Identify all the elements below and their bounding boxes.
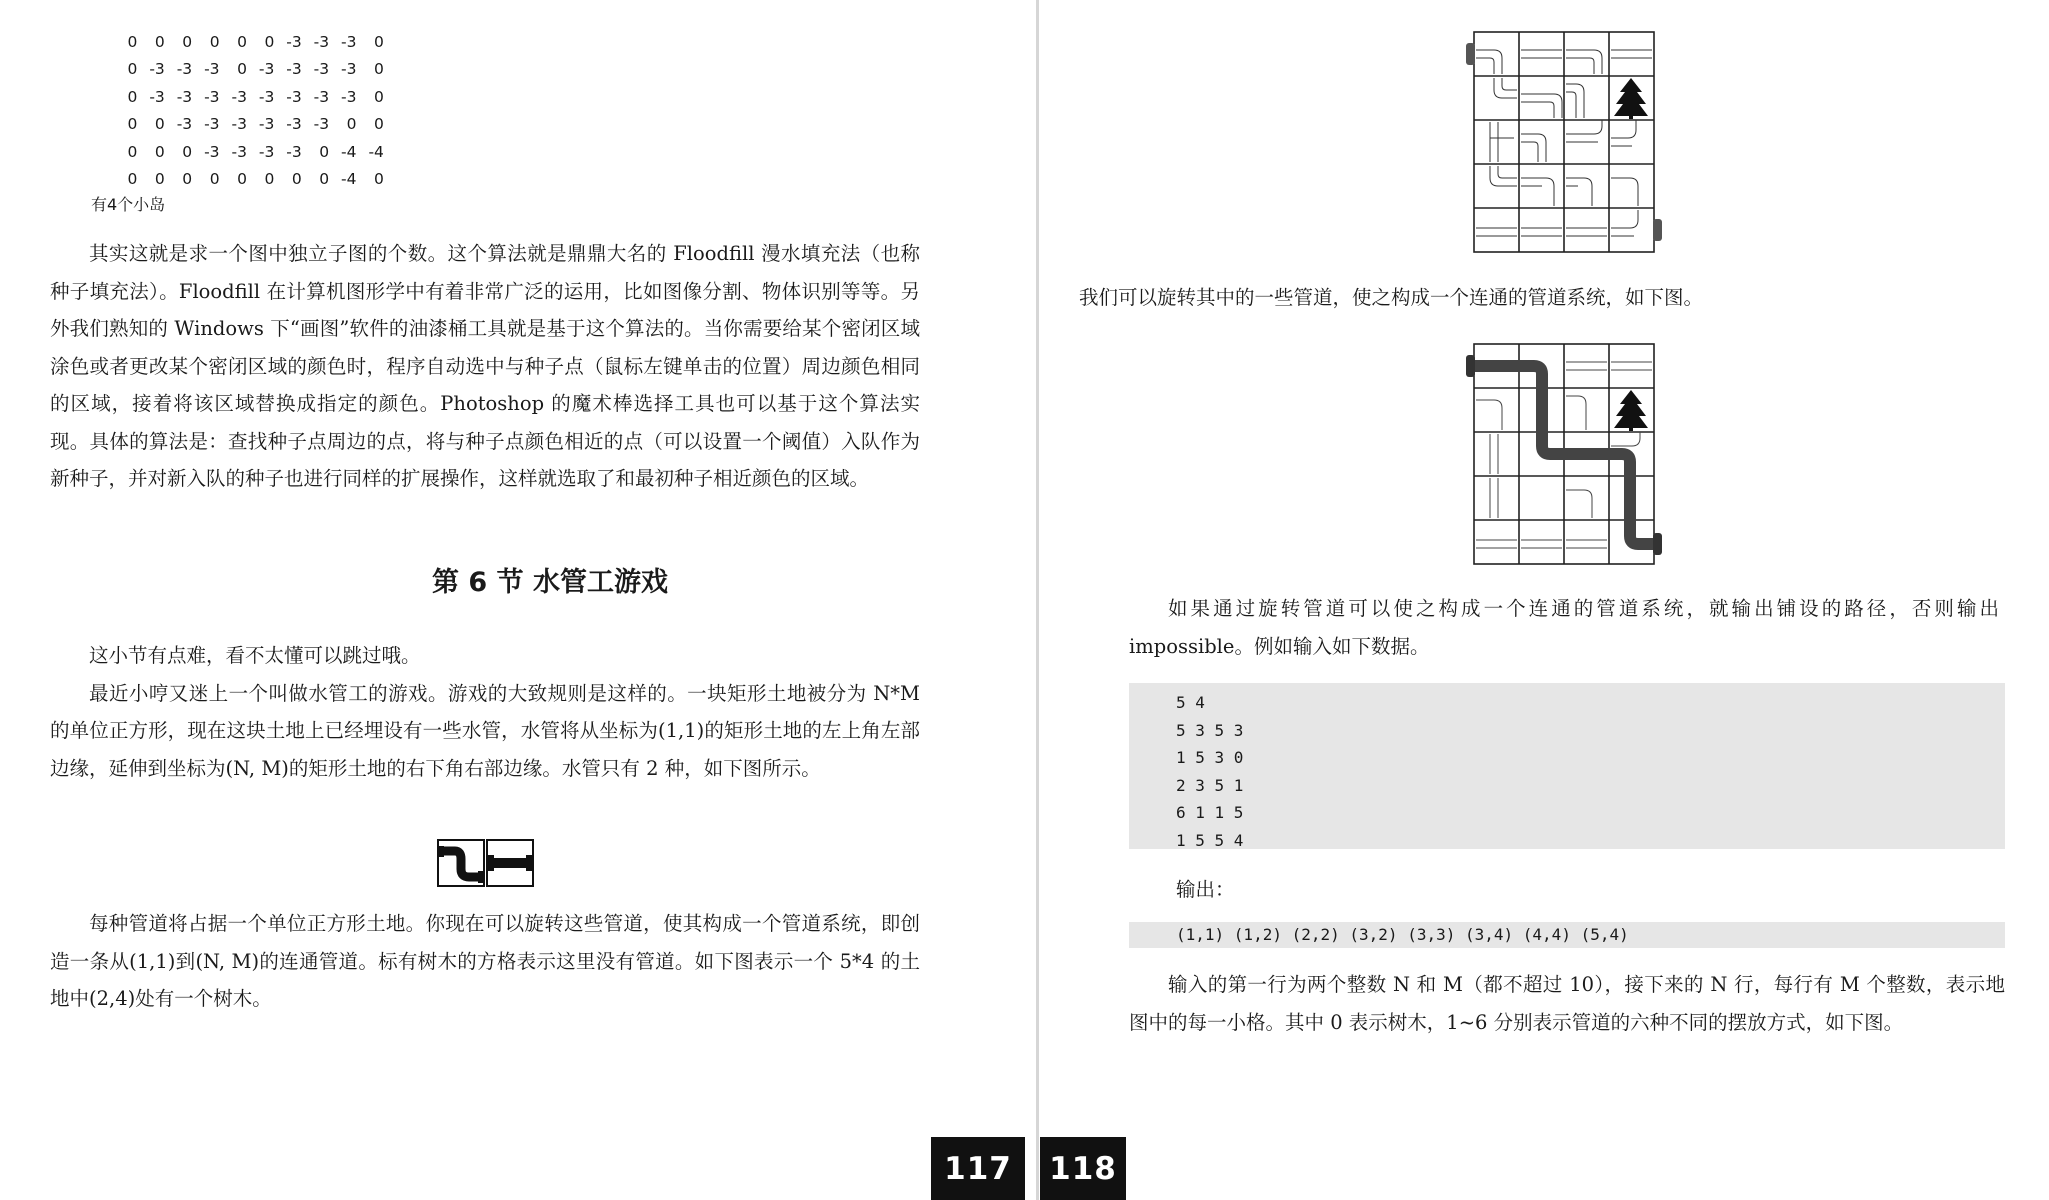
number-grid-cell: 0 [374, 170, 384, 189]
number-grid-cell: 0 [154, 115, 165, 134]
number-grid-cell: 0 [291, 170, 302, 189]
floodfill-paragraph: 其实这就是求一个图中独立子图的个数。这个算法就是鼎鼎大名的 Floodfill 漫水填充法（也称种子填充法）。Floodfill 在计算机图形学中有着非常广泛的运用，比如图像分割、物体识别等等。另外我们熟知的 Windows 下“画图”软件的油漆桶工具就是基于这个算法的。当你需要给某个密闭区域涂色或者更改某个密闭区域的颜色时，程序自动选中与种子点（鼠标左键单击的位置）周边颜色相同的区域，接着将该区域替换成指定的颜色。Photoshop 的魔术棒选择工具也可以基于这个算法实现。具体的算法是：查找种子点周边的点，将与种子点颜色相近的点（可以设置一个阈值）入队作为新种子，并对新入队的种子也进行同样的扩展操作，这样就选取了和最初种子相近颜色的区域。 [50, 242, 920, 490]
number-grid-cell: -3 [204, 60, 220, 79]
number-grid-cell: -3 [176, 87, 193, 106]
number-grid-cell: 0 [374, 87, 384, 106]
number-grid-cell: 0 [264, 170, 275, 189]
number-grid-cell: 0 [182, 32, 193, 51]
sample-input-line: 2 3 5 1 [1176, 775, 1244, 795]
rotate-paragraph: 我们可以旋转其中的一些管道，使之构成一个连通的管道系统，如下图。 [1079, 286, 1704, 309]
skip-note: 这小节有点难，看不太懂可以跳过哦。 [89, 644, 421, 667]
number-grid-cell: -4 [368, 142, 384, 161]
number-grid-cell: 0 [127, 170, 138, 189]
number-grid-cell: -3 [231, 115, 247, 134]
number-grid-row [110, 111, 384, 139]
number-grid-cell: 0 [237, 170, 247, 189]
page-number-right: 118 [1040, 1137, 1126, 1200]
number-grid-cell: 0 [319, 142, 330, 161]
number-grid-cell: -3 [204, 115, 220, 134]
page-gutter [1036, 0, 1039, 1200]
number-grid-cell: 0 [154, 170, 165, 189]
number-grid-cell: -3 [258, 87, 275, 106]
number-grid-cell: -3 [231, 142, 247, 161]
sample-input-line: 1 5 5 4 [1176, 830, 1244, 850]
number-grid-cell: -3 [231, 87, 247, 106]
pipe-grid-figure-solved [1454, 340, 1714, 568]
number-grid-row [110, 83, 384, 111]
number-grid-cell: 0 [374, 60, 384, 79]
number-grid-cell: 0 [264, 32, 275, 51]
number-grid-cell: 0 [374, 115, 384, 134]
sample-input-line: 1 5 3 0 [1176, 748, 1244, 768]
number-grid-cell: -3 [313, 60, 330, 79]
sample-input-block [1129, 683, 2005, 849]
sample-input-line: 6 1 1 5 [1176, 803, 1244, 823]
sample-output-line: (1,1) (1,2) (2,2) (3,2) (3,3) (3,4) (4,4) (5,4) [1176, 925, 1629, 944]
number-grid-cell: 0 [127, 32, 138, 51]
pipes-paragraph: 每种管道将占据一个单位正方形土地。你现在可以旋转这些管道，使其构成一个管道系统，即创造一条从(1,1)到(N, M)的连通管道。标有树木的方格表示这里没有管道。如下图表示一个 5*4 的土地中(2,4)处有一个树木。 [50, 912, 920, 1010]
tree-icon [1614, 390, 1648, 431]
number-grid-cell: 0 [154, 32, 165, 51]
number-grid-cell: -3 [286, 60, 302, 79]
number-grid-cell: 0 [182, 142, 193, 161]
number-grid-cell: -3 [341, 60, 357, 79]
output-label: 输出： [1176, 878, 1235, 901]
number-grid-cell: 0 [154, 142, 165, 161]
number-grid-cell: 0 [209, 170, 220, 189]
number-grid-cell: -3 [313, 87, 330, 106]
number-grid-cell: 0 [237, 32, 247, 51]
number-grid-cell: -3 [258, 60, 275, 79]
number-grid-row [110, 138, 384, 166]
number-grid-row [110, 28, 384, 56]
number-grid-cell: -3 [149, 60, 165, 79]
sample-input-line: 5 4 [1176, 693, 1205, 712]
rules-paragraph: 最近小哼又迷上一个叫做水管工的游戏。游戏的大致规则是这样的。一块矩形土地被分为 N*M 的单位正方形，现在这块土地上已经埋设有一些水管，水管将从坐标为(1,1)的矩形土地的左上角左部边缘，延伸到坐标为(N, M)的矩形土地的右下角右部边缘。水管只有 2 种，如下图所示。 [50, 681, 920, 780]
number-grid-cell: 0 [182, 170, 193, 189]
number-grid-cell: -3 [313, 32, 330, 51]
number-grid-cell: -3 [286, 32, 302, 51]
output-rule-paragraph: 如果通过旋转管道可以使之构成一个连通的管道系统，就输出铺设的路径，否则输出 impossible。例如输入如下数据。 [1129, 597, 1999, 658]
pipe-types-figure [437, 839, 535, 887]
number-grid-cell: -3 [313, 115, 330, 134]
number-grid-cell: 0 [127, 87, 138, 106]
number-grid-row [110, 166, 384, 194]
number-grid-cell: -3 [341, 87, 357, 106]
number-grid-cell: 0 [209, 32, 220, 51]
section-title: 第 6 节 水管工游戏 [432, 567, 668, 598]
number-grid-cell: -3 [286, 87, 302, 106]
number-grid-cell: -4 [341, 142, 357, 161]
number-grid-cell: -3 [258, 115, 275, 134]
number-grid-cell: 0 [319, 170, 330, 189]
number-grid-row [110, 56, 384, 84]
number-grid-cell: -3 [286, 115, 302, 134]
number-grid-cell: 0 [237, 60, 247, 79]
input-description-paragraph: 输入的第一行为两个整数 N 和 M（都不超过 10），接下来的 N 行，每行有 M 个整数，表示地图中的每一小格。其中 0 表示树木，1~6 分别表示管道的六种不同的摆放方式，如下图。 [1129, 973, 2005, 1034]
number-grid-cell: -4 [341, 170, 357, 189]
pipe-grid-figure-original [1454, 28, 1714, 256]
number-grid-cell: -3 [286, 142, 302, 161]
number-grid-cell: -3 [176, 60, 193, 79]
number-grid-cell: 0 [374, 32, 384, 51]
sample-output-block [1129, 922, 2005, 948]
right-page [1040, 0, 2049, 1200]
number-grid-cell: -3 [341, 32, 357, 51]
number-grid-cell: -3 [258, 142, 275, 161]
number-grid-cell: 0 [127, 115, 138, 134]
page-number-left: 117 [931, 1137, 1025, 1200]
number-grid-cell: 0 [346, 115, 357, 134]
number-grid-cell: 0 [127, 142, 138, 161]
number-grid-cell: -3 [176, 115, 193, 134]
number-grid-cell: -3 [149, 87, 165, 106]
island-number-grid [110, 28, 384, 193]
number-grid-cell: -3 [204, 87, 220, 106]
tree-icon [1614, 78, 1648, 119]
number-grid-cell: -3 [204, 142, 220, 161]
sample-input-line: 5 3 5 3 [1176, 720, 1244, 740]
island-count-note: 有4个小岛 [91, 195, 166, 214]
intro-paragraphs [50, 637, 920, 787]
number-grid-cell: 0 [127, 60, 138, 79]
